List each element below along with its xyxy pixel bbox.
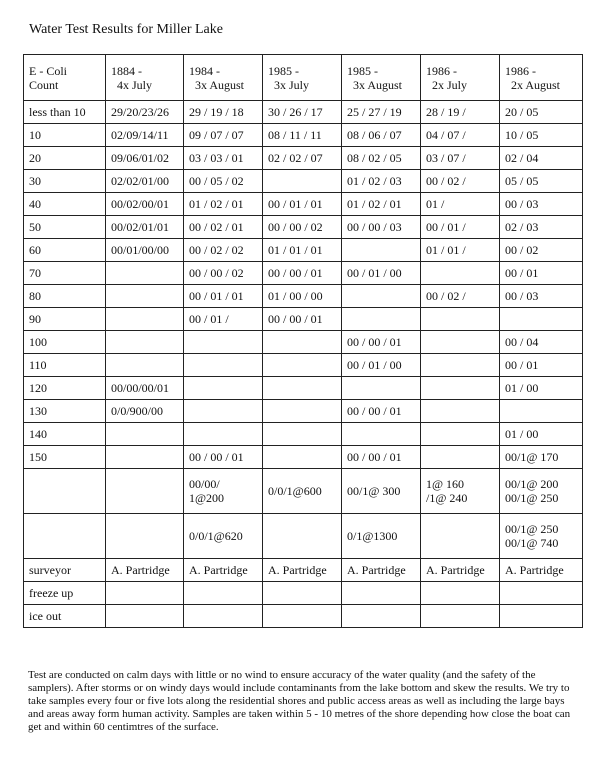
table-cell: 29 / 19 / 18 <box>184 101 263 124</box>
row-label: 10 <box>24 124 106 147</box>
row-label <box>24 514 106 559</box>
table-cell <box>184 354 263 377</box>
table-cell <box>421 514 500 559</box>
column-header-top: E - Coli <box>29 63 67 78</box>
column-header-top: 1985 - <box>347 63 378 78</box>
row-label: 130 <box>24 400 106 423</box>
table-cell: 00 / 01 <box>500 262 583 285</box>
page-title: Water Test Results for Miller Lake <box>29 22 223 37</box>
methodology-note: Test are conducted on calm days with little or no wind to ensure accuracy of the water quality (and the safety of the samplers). After storms or on windy days would include contaminants from the lake bottom and skew the results. We try to take samples every four or five lots along the residential shores and public access areas as well as including the large bays and areas away form human activity. Samples are taken within 5 - 10 metres of the shore depending how close the boat can get and within 60 centimtres of the surface. <box>28 669 571 733</box>
table-cell <box>184 331 263 354</box>
table-cell <box>106 285 184 308</box>
table-cell <box>342 582 421 605</box>
table-row <box>24 605 583 628</box>
column-header-survey <box>184 55 263 101</box>
table-cell: A. Partridge <box>106 559 184 582</box>
table-cell: 00 / 03 <box>500 285 583 308</box>
table-cell: 00 / 00 / 03 <box>342 216 421 239</box>
results-table <box>23 54 583 628</box>
table-cell <box>106 262 184 285</box>
table-cell <box>263 400 342 423</box>
table-cell: 00/1@ 200 00/1@ 250 <box>500 469 583 514</box>
table-cell: A. Partridge <box>184 559 263 582</box>
table-cell: 01 / 02 / 01 <box>342 193 421 216</box>
table-cell <box>342 423 421 446</box>
column-header-top: 1984 - <box>189 63 220 78</box>
table-cell: 04 / 07 / <box>421 124 500 147</box>
column-header-bottom: 3x August <box>353 77 403 92</box>
table-row <box>24 423 583 446</box>
table-cell: 00 / 00 / 01 <box>342 446 421 469</box>
table-cell <box>500 605 583 628</box>
table-cell: 02 / 02 / 07 <box>263 147 342 170</box>
table-cell: 00 / 01 / 00 <box>342 354 421 377</box>
table-cell: 00 / 01 / <box>184 308 263 331</box>
table-cell <box>421 377 500 400</box>
row-label: 80 <box>24 285 106 308</box>
column-header-bottom: 3x July <box>274 77 310 92</box>
table-row <box>24 285 583 308</box>
table-row <box>24 446 583 469</box>
row-label: 30 <box>24 170 106 193</box>
column-header-top: 1986 - <box>426 63 457 78</box>
column-header-top: 1986 - <box>505 63 536 78</box>
table-cell <box>421 308 500 331</box>
table-cell: 00 / 02 / 01 <box>184 216 263 239</box>
row-label: surveyor <box>24 559 106 582</box>
column-header-bottom: 3x August <box>195 77 245 92</box>
table-cell: 00 / 01 / 00 <box>342 262 421 285</box>
table-cell: 01 / 01 / 01 <box>263 239 342 262</box>
table-cell: 00 / 02 / <box>421 285 500 308</box>
row-label: ice out <box>24 605 106 628</box>
table-cell: 00/1@ 170 <box>500 446 583 469</box>
table-cell: A. Partridge <box>263 559 342 582</box>
table-cell <box>106 514 184 559</box>
table-cell: 00 / 01 / 01 <box>184 285 263 308</box>
table-cell: 00 / 05 / 02 <box>184 170 263 193</box>
table-cell: 02 / 03 <box>500 216 583 239</box>
table-cell <box>106 446 184 469</box>
table-cell <box>421 605 500 628</box>
table-cell <box>184 400 263 423</box>
row-label: 140 <box>24 423 106 446</box>
table-cell <box>342 239 421 262</box>
table-row <box>24 262 583 285</box>
row-label: 60 <box>24 239 106 262</box>
table-row <box>24 308 583 331</box>
table-cell: 05 / 05 <box>500 170 583 193</box>
table-row <box>24 377 583 400</box>
row-label: 100 <box>24 331 106 354</box>
table-cell <box>263 170 342 193</box>
table-cell: A. Partridge <box>421 559 500 582</box>
table-cell <box>421 446 500 469</box>
table-cell: 00/00/00/01 <box>106 377 184 400</box>
table-cell: 00/00/ 1@200 <box>184 469 263 514</box>
column-header-survey <box>263 55 342 101</box>
table-row <box>24 469 583 514</box>
column-header-top: 1985 - <box>268 63 299 78</box>
table-cell: 10 / 05 <box>500 124 583 147</box>
table-cell: 02/09/14/11 <box>106 124 184 147</box>
table-cell: 00 / 02 / <box>421 170 500 193</box>
table-cell <box>106 582 184 605</box>
table-cell <box>263 423 342 446</box>
table-cell: 09/06/01/02 <box>106 147 184 170</box>
column-header-survey <box>421 55 500 101</box>
row-label: 20 <box>24 147 106 170</box>
table-cell: 00 / 00 / 01 <box>263 262 342 285</box>
table-cell: 00 / 01 / 01 <box>263 193 342 216</box>
table-cell: 00/1@ 300 <box>342 469 421 514</box>
row-label: less than 10 <box>24 101 106 124</box>
table-cell: A. Partridge <box>342 559 421 582</box>
table-cell: 01 / 00 <box>500 423 583 446</box>
column-header-bottom: 2x July <box>432 77 468 92</box>
table-cell <box>106 354 184 377</box>
column-header-survey <box>342 55 421 101</box>
table-cell: 01 / 02 / 03 <box>342 170 421 193</box>
table-cell <box>342 285 421 308</box>
row-label: 120 <box>24 377 106 400</box>
table-cell: 0/0/1@620 <box>184 514 263 559</box>
table-cell <box>500 582 583 605</box>
table-row <box>24 239 583 262</box>
row-label: 70 <box>24 262 106 285</box>
table-cell: 00 / 03 <box>500 193 583 216</box>
row-label: 50 <box>24 216 106 239</box>
table-cell: 08 / 02 / 05 <box>342 147 421 170</box>
table-cell: 0/0/1@600 <box>263 469 342 514</box>
table-cell: 08 / 11 / 11 <box>263 124 342 147</box>
table-row <box>24 331 583 354</box>
table-cell: 00/02/01/01 <box>106 216 184 239</box>
column-header-survey <box>500 55 583 101</box>
table-cell: 01 / 00 / 00 <box>263 285 342 308</box>
table-cell: 02 / 04 <box>500 147 583 170</box>
table-row <box>24 124 583 147</box>
table-cell <box>421 262 500 285</box>
row-label: 150 <box>24 446 106 469</box>
table-cell <box>263 514 342 559</box>
table-cell: 1@ 160 /1@ 240 <box>421 469 500 514</box>
table-cell <box>263 605 342 628</box>
table-cell: 00/1@ 250 00/1@ 740 <box>500 514 583 559</box>
table-cell <box>421 354 500 377</box>
row-label: 110 <box>24 354 106 377</box>
table-cell: 02/02/01/00 <box>106 170 184 193</box>
table-cell: 30 / 26 / 17 <box>263 101 342 124</box>
table-cell: 01 / 00 <box>500 377 583 400</box>
table-cell: 0/1@1300 <box>342 514 421 559</box>
table-cell <box>263 331 342 354</box>
table-cell: 00 / 01 / <box>421 216 500 239</box>
row-label: 40 <box>24 193 106 216</box>
table-cell <box>106 331 184 354</box>
table-cell: 00 / 02 <box>500 239 583 262</box>
table-cell <box>500 400 583 423</box>
table-cell: 29/20/23/26 <box>106 101 184 124</box>
table-row <box>24 170 583 193</box>
table-cell <box>106 605 184 628</box>
table-cell: 01 / <box>421 193 500 216</box>
table-cell: 00 / 00 / 02 <box>184 262 263 285</box>
table-cell: 20 / 05 <box>500 101 583 124</box>
column-header-top: 1884 - <box>111 63 142 78</box>
row-label <box>24 469 106 514</box>
table-cell: 01 / 01 / <box>421 239 500 262</box>
table-cell <box>263 582 342 605</box>
table-row <box>24 216 583 239</box>
table-cell <box>342 377 421 400</box>
table-cell: 00 / 00 / 02 <box>263 216 342 239</box>
table-cell <box>106 469 184 514</box>
table-cell: 28 / 19 / <box>421 101 500 124</box>
column-header-survey <box>106 55 184 101</box>
table-cell: A. Partridge <box>500 559 583 582</box>
table-row <box>24 193 583 216</box>
table-cell: 08 / 06 / 07 <box>342 124 421 147</box>
table-cell: 09 / 07 / 07 <box>184 124 263 147</box>
table-cell <box>184 377 263 400</box>
table-cell: 00 / 00 / 01 <box>263 308 342 331</box>
table-cell: 00 / 00 / 01 <box>342 331 421 354</box>
table-cell: 00/02/00/01 <box>106 193 184 216</box>
table-row <box>24 147 583 170</box>
table-row <box>24 400 583 423</box>
table-cell <box>184 582 263 605</box>
header-row <box>24 55 583 101</box>
table-cell <box>106 308 184 331</box>
table-cell: 0/0/900/00 <box>106 400 184 423</box>
table-cell <box>500 308 583 331</box>
table-cell: 00 / 00 / 01 <box>184 446 263 469</box>
column-header-bottom: Count <box>29 77 59 92</box>
table-cell <box>184 423 263 446</box>
row-label: freeze up <box>24 582 106 605</box>
table-row <box>24 582 583 605</box>
table-cell <box>421 582 500 605</box>
table-cell <box>106 423 184 446</box>
table-cell: 03 / 03 / 01 <box>184 147 263 170</box>
column-header-count <box>24 55 106 101</box>
table-cell: 03 / 07 / <box>421 147 500 170</box>
table-cell: 00/01/00/00 <box>106 239 184 262</box>
table-cell <box>263 446 342 469</box>
table-cell <box>342 605 421 628</box>
table-row <box>24 101 583 124</box>
table-cell <box>421 331 500 354</box>
table-cell <box>263 377 342 400</box>
table-row <box>24 514 583 559</box>
column-header-bottom: 2x August <box>511 77 561 92</box>
table-cell <box>184 605 263 628</box>
table-row <box>24 559 583 582</box>
table-cell: 25 / 27 / 19 <box>342 101 421 124</box>
table-cell: 00 / 01 <box>500 354 583 377</box>
column-header-bottom: 4x July <box>117 77 153 92</box>
table-row <box>24 354 583 377</box>
row-label: 90 <box>24 308 106 331</box>
table-cell <box>421 400 500 423</box>
table-cell: 00 / 00 / 01 <box>342 400 421 423</box>
table-cell <box>342 308 421 331</box>
table-cell: 01 / 02 / 01 <box>184 193 263 216</box>
table-cell <box>263 354 342 377</box>
table-cell: 00 / 04 <box>500 331 583 354</box>
table-cell <box>421 423 500 446</box>
table-cell: 00 / 02 / 02 <box>184 239 263 262</box>
